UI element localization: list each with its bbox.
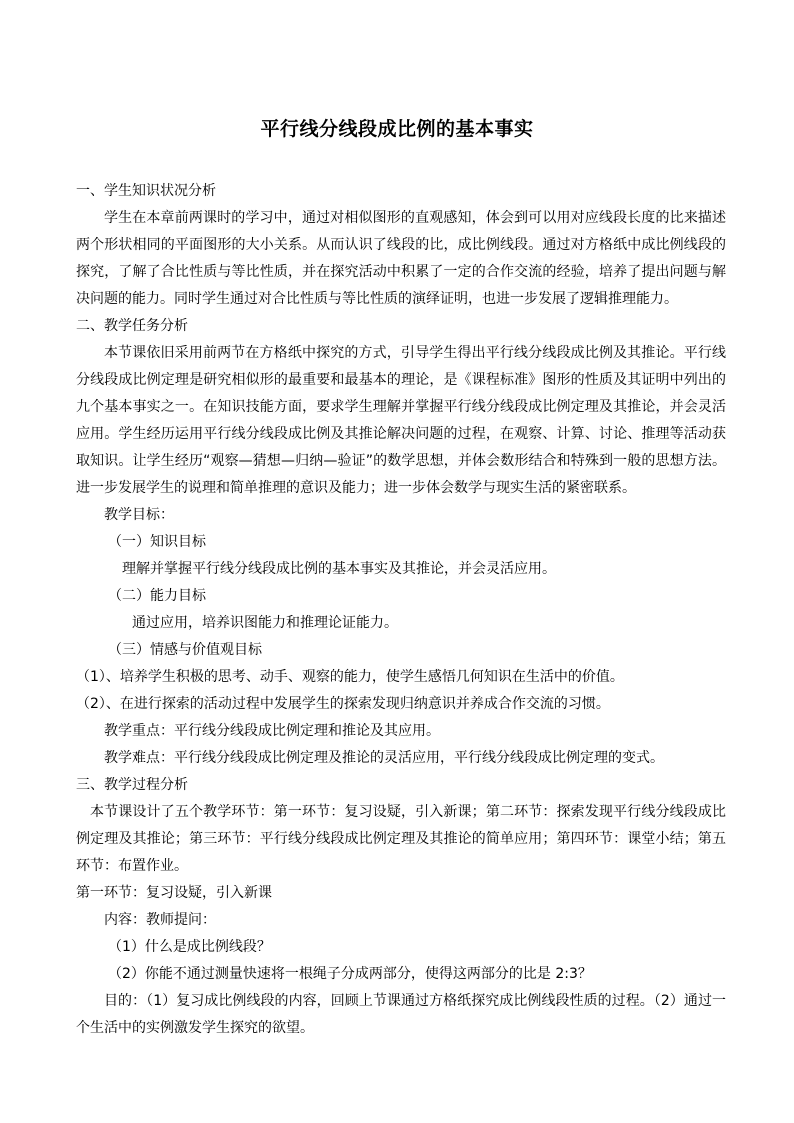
goal-2-text: 通过应用，培养识图能力和推理论证能力。 xyxy=(132,615,398,631)
goal-1-text: 理解并掌握平行线分线段成比例的基本事实及其推论，并会灵活应用。 xyxy=(122,561,556,577)
goal-3-item-2: （2）、在进行探索的活动过程中发展学生的探索发现归纳意识并养成合作交流的习惯。 xyxy=(76,696,610,712)
step-1-heading: 第一环节：复习设疑，引入新课 xyxy=(76,885,272,901)
goal-3-heading: （三）情感与价值观目标 xyxy=(108,642,262,658)
page-title: 平行线分线段成比例的基本事实 xyxy=(260,118,534,140)
goal-2-heading: （二）能力目标 xyxy=(108,588,206,604)
section-2-paragraph: 本节课依旧采用前两节在方格纸中探究的方式，引导学生得出平行线分线段成比例及其推论。平行线分线段成比例定理是研究相似形的最重要和最基本的理论，是《课程标准》图形的性质及其证明中列出的九个基本事实之一。在知识技能方面，要求学生理解并掌握平行线分线段成比例定理及其推论，并会灵活应用。学生经历运用平行线分线段成比例及其推论解决问题的过程，在观察、计算、讨论、推理等活动获取知识。让学生经历“观察—猜想—归纳—验证”的数学思想，并体会数形结合和特殊到一般的思想方法。进一步发展学生的说理和简单推理的意识及能力；进一步体会数学与现实生活的紧密联系。 xyxy=(76,345,726,496)
question-1: （1）什么是成比例线段？ xyxy=(108,939,271,955)
section-heading-2: 二、教学任务分析 xyxy=(76,318,188,334)
question-2: （2）你能不通过测量快速将一根绳子分成两部分，使得这两部分的比是 2:3？ xyxy=(108,966,592,982)
goal-3-item-1: （1）、培养学生积极的思考、动手、观察的能力，使学生感悟几何知识在生活中的价值。 xyxy=(76,669,624,685)
section-3-paragraph: 本节课设计了五个教学环节：第一环节：复习设疑，引入新课；第二环节：探索发现平行线分线段成比例定理及其推论；第三环节：平行线分线段成比例定理及其推论的简单应用；第四环节：课堂小结；第五环节：布置作业。 xyxy=(76,804,726,874)
key-point: 教学重点：平行线分线段成比例定理和推论及其应用。 xyxy=(104,723,440,739)
section-heading-1: 一、学生知识状况分析 xyxy=(76,183,216,199)
document-body xyxy=(76,178,726,1042)
goal-1-heading: （一）知识目标 xyxy=(108,534,206,550)
teaching-goals-label: 教学目标： xyxy=(104,507,174,523)
section-1-paragraph: 学生在本章前两课时的学习中，通过对相似图形的直观感知，体会到可以用对应线段长度的比来描述两个形状相同的平面图形的大小关系。从而认识了线段的比，成比例线段。通过对方格纸中成比例线段的探究，了解了合比性质与等比性质，并在探究活动中积累了一定的合作交流的经验，培养了提出问题与解决问题的能力。同时学生通过对合比性质与等比性质的演绎证明，也进一步发展了逻辑推理能力。 xyxy=(76,210,726,307)
section-heading-3: 三、教学过程分析 xyxy=(76,777,188,793)
purpose-paragraph: 目的：（1）复习成比例线段的内容，回顾上节课通过方格纸探究成比例线段性质的过程。（2）通过一个生活中的实例激发学生探究的欲望。 xyxy=(76,993,726,1036)
difficult-point: 教学难点：平行线分线段成比例定理及推论的灵活应用，平行线分线段成比例定理的变式。 xyxy=(104,750,664,766)
content-label: 内容：教师提问： xyxy=(104,912,216,928)
